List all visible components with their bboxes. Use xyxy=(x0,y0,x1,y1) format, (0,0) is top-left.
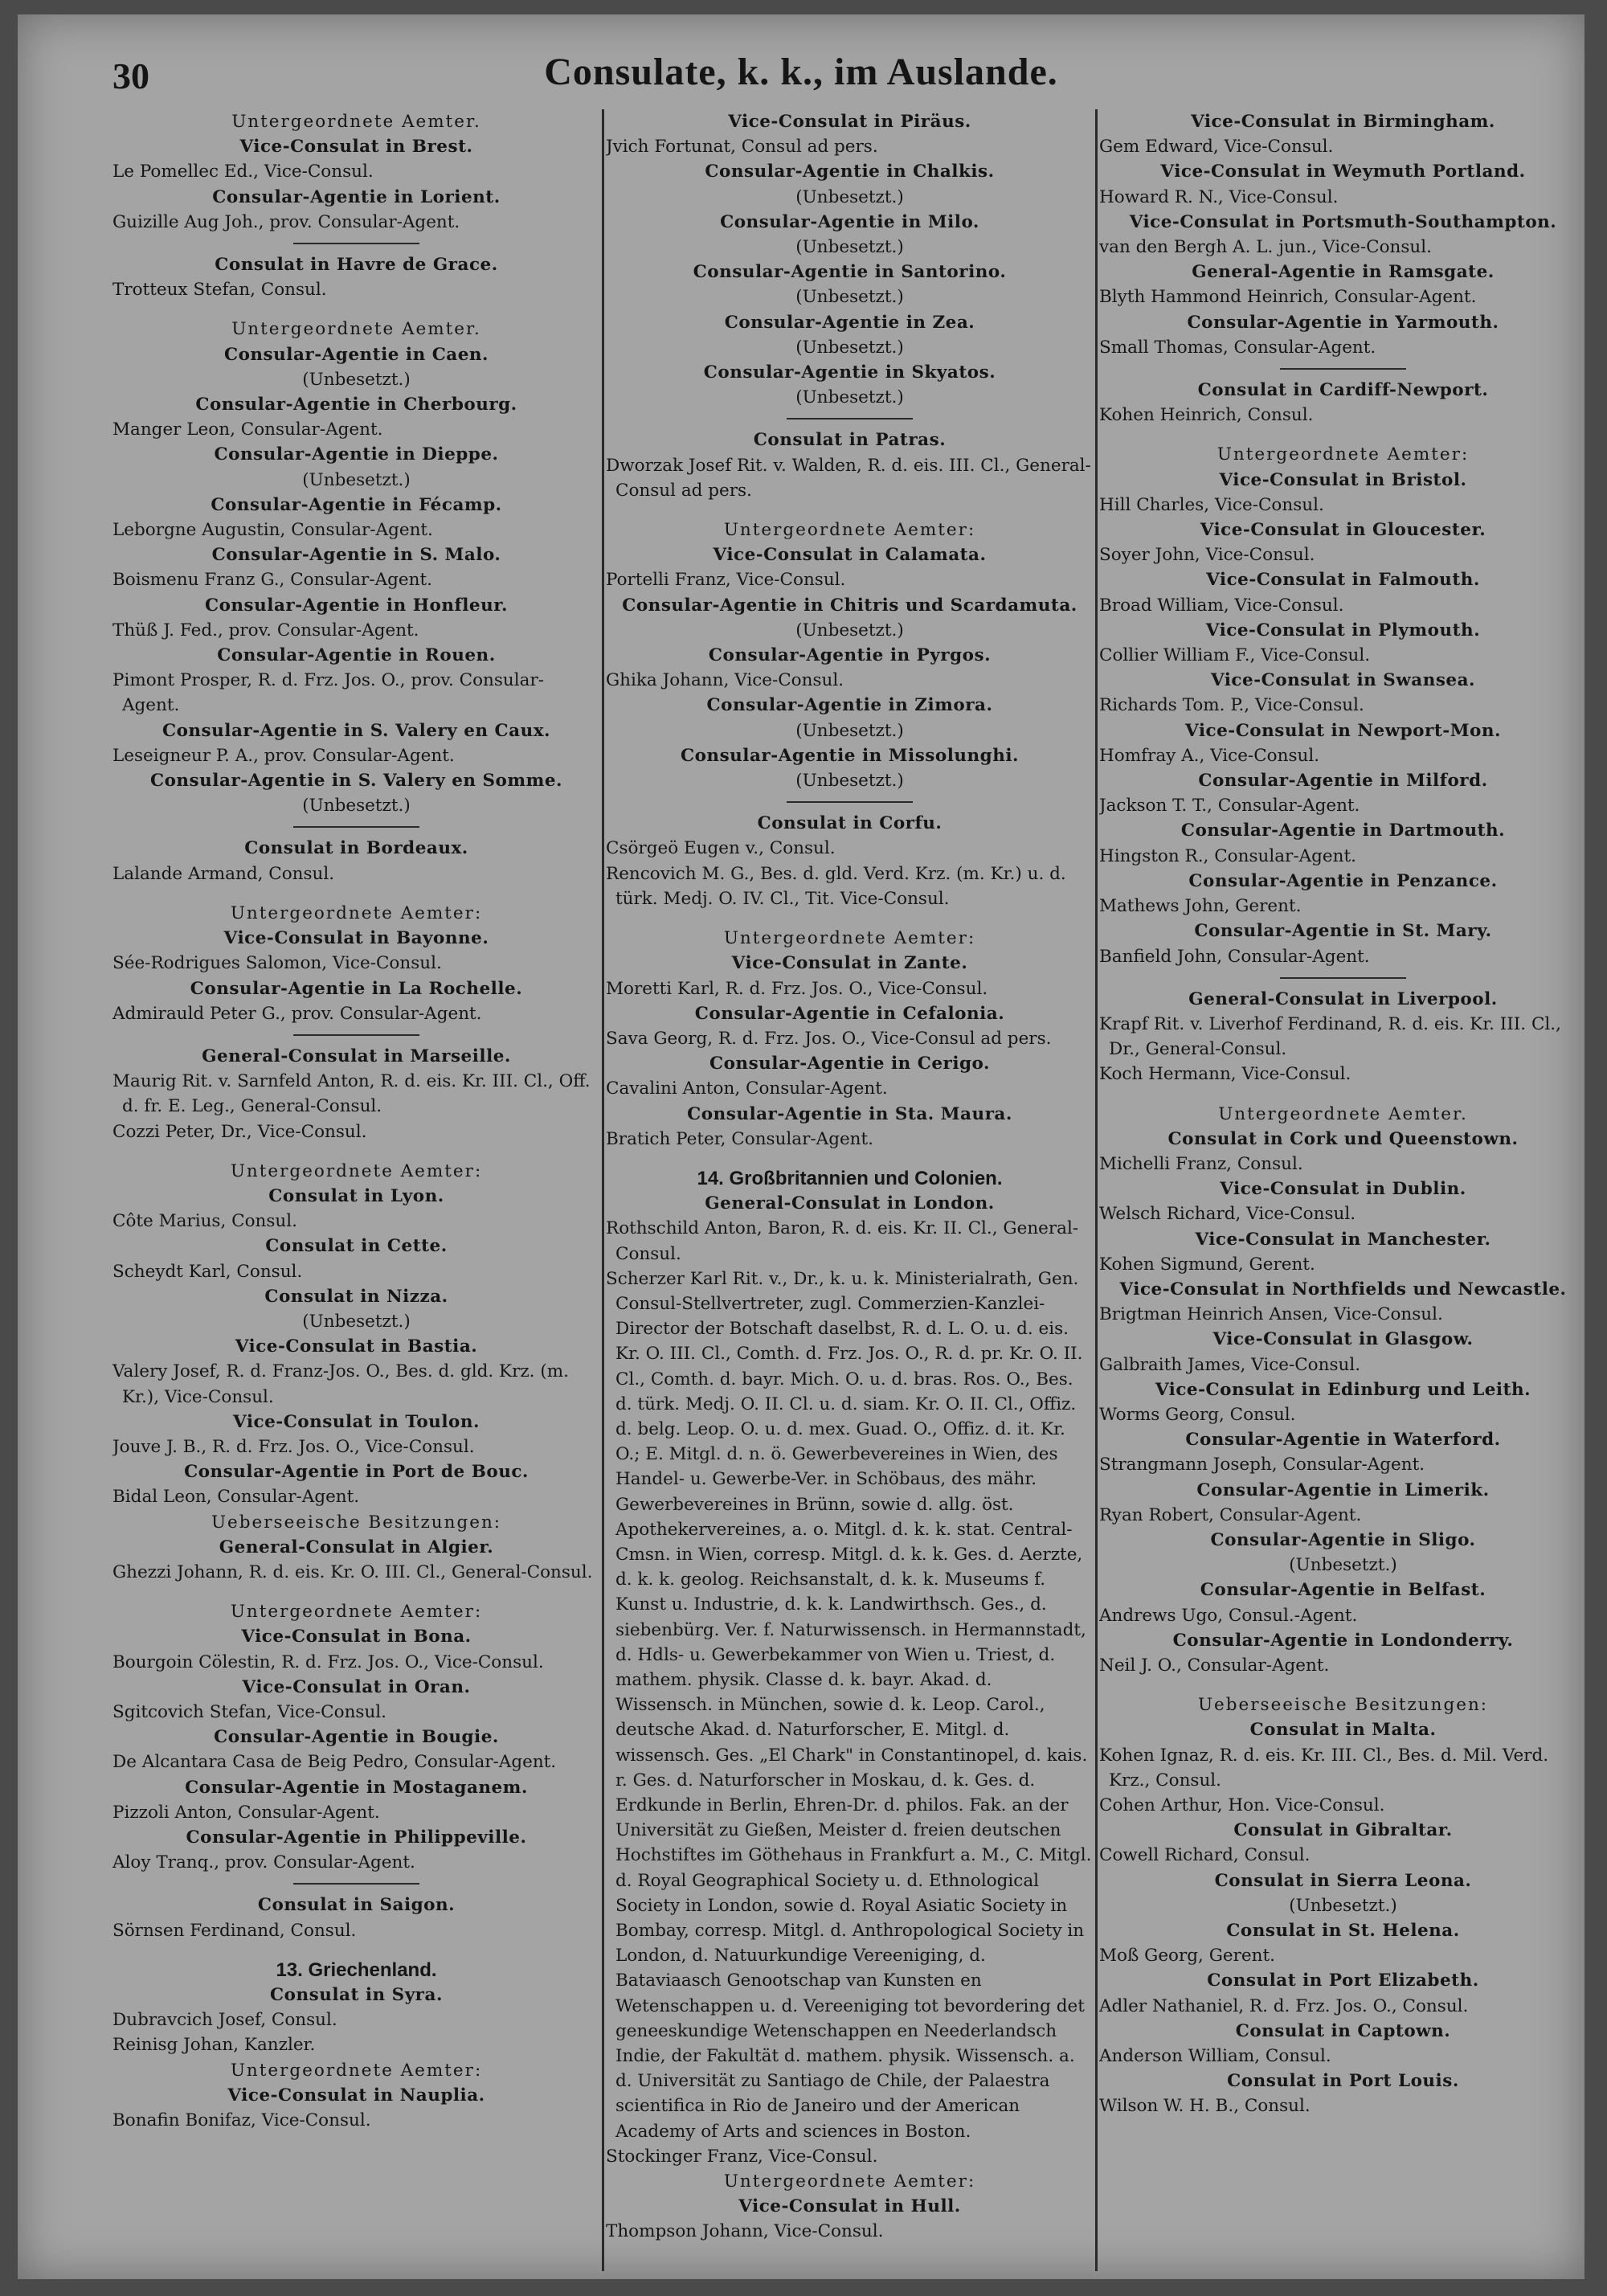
section-heading: Vice-Consulat in Falmouth. xyxy=(1206,570,1480,591)
personnel-entry: Hingston R., Consular-Agent. xyxy=(1099,845,1356,866)
section-heading: Consular-Agentie in Limerik. xyxy=(1196,1480,1490,1500)
personnel-entry: Howard R. N., Vice-Consul. xyxy=(1099,186,1339,207)
personnel-entry: Broad William, Vice-Consul. xyxy=(1099,595,1344,616)
section-heading: Consulat in Havre de Grace. xyxy=(215,255,498,276)
subsection-heading: Untergeordnete Aemter: xyxy=(723,2171,976,2192)
section-heading: Vice-Consulat in Zante. xyxy=(731,953,968,974)
section-heading: Consular-Agentie in Zea. xyxy=(724,312,975,333)
vacancy-note: (Unbesetzt.) xyxy=(1289,1895,1397,1916)
personnel-entry: Rencovich M. G., Bes. d. gld. Verd. Krz. (m. Kr.) u. d. türk. Medj. O. IV. Cl., Tit. Vice-Consul. xyxy=(606,863,1066,909)
personnel-entry: Sörnsen Ferdinand, Consul. xyxy=(112,1920,357,1941)
personnel-entry: Portelli Franz, Vice-Consul. xyxy=(606,570,846,591)
section-heading: Consular-Agentie in Zimora. xyxy=(706,695,993,716)
section-heading: Consular-Agentie in Cerigo. xyxy=(709,1054,990,1074)
section-heading: Vice-Consulat in Portsmuth-Southampton. xyxy=(1129,211,1557,232)
subsection-heading: Untergeordnete Aemter. xyxy=(231,112,481,132)
subsection-heading: Untergeordnete Aemter. xyxy=(1218,1103,1468,1124)
text-column-right xyxy=(1099,109,1587,2271)
personnel-entry: Kohen Ignaz, R. d. eis. Kr. III. Cl., Bes. d. Mil. Verd. Krz., Consul. xyxy=(1099,1745,1549,1791)
personnel-entry: Jouve J. B., R. d. Frz. Jos. O., Vice-Consul. xyxy=(112,1436,475,1457)
personnel-entry: van den Bergh A. L. jun., Vice-Consul. xyxy=(1099,237,1432,258)
section-heading: Vice-Consulat in Oran. xyxy=(242,1676,471,1697)
section-heading: Consular-Agentie in Dartmouth. xyxy=(1180,821,1506,841)
vacancy-note: (Unbesetzt.) xyxy=(302,1311,411,1332)
subsection-heading: Ueberseeische Besitzungen: xyxy=(1197,1695,1489,1716)
personnel-entry: Strangmann Joseph, Consular-Agent. xyxy=(1099,1455,1425,1475)
page-number: 30 xyxy=(112,55,149,96)
personnel-entry: Homfray A., Vice-Consul. xyxy=(1099,745,1320,766)
personnel-entry: Maurig Rit. v. Sarnfeld Anton, R. d. eis. Kr. III. Cl., Off. d. fr. E. Leg., General-Consul. xyxy=(112,1071,591,1117)
subsection-heading: Untergeordnete Aemter: xyxy=(723,520,976,541)
section-heading: Consulat in Patras. xyxy=(753,430,947,451)
section-separator xyxy=(112,1026,600,1044)
section-separator xyxy=(112,818,600,836)
section-heading: Consulat in Cette. xyxy=(265,1236,448,1257)
personnel-entry: Soyer John, Vice-Consul. xyxy=(1099,545,1315,566)
personnel-entry: Andrews Ugo, Consul.-Agent. xyxy=(1099,1605,1358,1626)
section-heading: Consular-Agentie in Missolunghi. xyxy=(680,745,1019,766)
country-heading: 14. Großbritannien und Colonien. xyxy=(697,1167,1003,1189)
personnel-entry: Brigtman Heinrich Ansen, Vice-Consul. xyxy=(1099,1304,1443,1325)
document-page xyxy=(18,14,1585,2279)
personnel-entry: De Alcantara Casa de Beig Pedro, Consular-Agent. xyxy=(112,1752,557,1773)
section-heading: Consular-Agentie in Sligo. xyxy=(1210,1529,1476,1550)
subsection-heading: Untergeordnete Aemter: xyxy=(230,902,483,923)
section-heading: Consulat in Saigon. xyxy=(257,1895,456,1916)
subsection-heading: Untergeordnete Aemter: xyxy=(230,1160,483,1181)
section-heading: Consulat in Captown. xyxy=(1235,2020,1451,2041)
vacancy-note: (Unbesetzt.) xyxy=(302,369,411,390)
section-heading: Vice-Consulat in Dublin. xyxy=(1220,1179,1466,1200)
spacer xyxy=(1099,428,1587,442)
personnel-entry: Sgitcovich Stefan, Vice-Consul. xyxy=(112,1701,387,1722)
section-heading: Consular-Agentie in S. Valery en Somme. xyxy=(149,771,563,792)
personnel-entry: Ryan Robert, Consular-Agent. xyxy=(1099,1504,1362,1525)
section-heading: Consular-Agentie in Cefalonia. xyxy=(694,1003,1005,1024)
section-heading: Consulat in Sierra Leona. xyxy=(1214,1870,1472,1891)
vacancy-note: (Unbesetzt.) xyxy=(795,287,904,308)
vacancy-note: (Unbesetzt.) xyxy=(795,720,904,741)
personnel-entry: Dubravcich Josef, Consul. xyxy=(112,2010,337,2031)
personnel-entry: Stockinger Franz, Vice-Consul. xyxy=(606,2146,878,2167)
section-heading: General-Agentie in Ramsgate. xyxy=(1192,262,1495,283)
section-heading: Consulat in Port Elizabeth. xyxy=(1207,1971,1479,1991)
personnel-entry: Valery Josef, R. d. Franz-Jos. O., Bes. d. gld. Krz. (m. Kr.), Vice-Consul. xyxy=(112,1361,569,1407)
personnel-entry: Koch Hermann, Vice-Consul. xyxy=(1099,1064,1351,1085)
section-heading: Consular-Agentie in La Rochelle. xyxy=(190,978,523,999)
personnel-entry: Pizzoli Anton, Consular-Agent. xyxy=(112,1802,380,1823)
spacer xyxy=(606,911,1094,926)
personnel-entry: Welsch Richard, Vice-Consul. xyxy=(1099,1204,1356,1225)
personnel-entry: Moß Georg, Gerent. xyxy=(1099,1946,1275,1967)
personnel-entry: Bonafin Bonifaz, Vice-Consul. xyxy=(112,2110,371,2131)
section-heading: Vice-Consulat in Brest. xyxy=(239,137,473,158)
personnel-entry: Le Pomellec Ed., Vice-Consul. xyxy=(112,162,374,182)
section-separator xyxy=(606,410,1094,428)
subsection-heading: Untergeordnete Aemter: xyxy=(230,2060,483,2081)
personnel-entry: Bratich Peter, Consular-Agent. xyxy=(606,1128,873,1149)
section-heading: Consular-Agentie in Sta. Maura. xyxy=(687,1103,1012,1124)
personnel-entry: Wilson W. H. B., Consul. xyxy=(1099,2096,1311,2117)
personnel-entry: Côte Marius, Consul. xyxy=(112,1211,297,1232)
spacer xyxy=(112,1943,600,1958)
vacancy-note: (Unbesetzt.) xyxy=(795,387,904,408)
section-heading: General-Consulat in Liverpool. xyxy=(1188,988,1498,1009)
text-column-middle xyxy=(606,109,1094,2271)
subsection-heading: Untergeordnete Aemter: xyxy=(230,1602,483,1623)
personnel-entry: Dworzak Josef Rit. v. Walden, R. d. eis. III. Cl., General-Consul ad pers. xyxy=(606,455,1091,501)
personnel-entry: Bidal Leon, Consular-Agent. xyxy=(112,1487,360,1508)
personnel-entry: Kohen Heinrich, Consul. xyxy=(1099,405,1314,426)
vacancy-note: (Unbesetzt.) xyxy=(795,771,904,792)
section-heading: Consular-Agentie in Lorient. xyxy=(212,186,501,207)
section-separator xyxy=(606,793,1094,811)
section-heading: Consular-Agentie in Belfast. xyxy=(1200,1580,1486,1601)
personnel-entry: Leseigneur P. A., prov. Consular-Agent. xyxy=(112,745,455,766)
section-heading: Consular-Agentie in Waterford. xyxy=(1185,1430,1501,1451)
section-heading: Consular-Agentie in Yarmouth. xyxy=(1187,312,1499,333)
personnel-entry: Cohen Arthur, Hon. Vice-Consul. xyxy=(1099,1795,1385,1815)
section-heading: Vice-Consulat in Newport-Mon. xyxy=(1185,720,1501,741)
personnel-entry: Pimont Prosper, R. d. Frz. Jos. O., prov. Consular-Agent. xyxy=(112,670,545,716)
country-heading: 13. Griechenland. xyxy=(276,1958,437,1981)
section-heading: Vice-Consulat in Hull. xyxy=(738,2196,961,2217)
section-heading: Consulat in Cardiff-Newport. xyxy=(1197,380,1489,401)
section-heading: Consulat in Lyon. xyxy=(268,1185,444,1206)
section-heading: Consular-Agentie in Mostaganem. xyxy=(185,1777,528,1798)
section-heading: Vice-Consulat in Weymuth Portland. xyxy=(1160,162,1526,182)
section-heading: Consular-Agentie in Skyatos. xyxy=(703,362,996,383)
section-heading: Vice-Consulat in Calamata. xyxy=(713,545,987,566)
personnel-entry: Galbraith James, Vice-Consul. xyxy=(1099,1354,1361,1375)
section-heading: Consulat in Cork und Queenstown. xyxy=(1167,1128,1519,1149)
section-heading: Consular-Agentie in Bougie. xyxy=(214,1727,499,1748)
personnel-entry: Thüß J. Fed., prov. Consular-Agent. xyxy=(112,620,419,641)
section-heading: General-Consulat in London. xyxy=(705,1193,995,1214)
spacer xyxy=(112,886,600,901)
section-heading: Consulat in Syra. xyxy=(270,1985,443,2006)
vacancy-note: (Unbesetzt.) xyxy=(795,337,904,358)
section-heading: Vice-Consulat in Toulon. xyxy=(233,1411,480,1432)
personnel-entry: Leborgne Augustin, Consular-Agent. xyxy=(112,520,433,541)
section-heading: Vice-Consulat in Edinburg und Leith. xyxy=(1155,1379,1531,1400)
section-heading: Vice-Consulat in Bayonne. xyxy=(223,928,489,949)
text-column-left xyxy=(112,109,600,2271)
personnel-entry: Worms Georg, Consul. xyxy=(1099,1404,1296,1425)
spacer xyxy=(112,302,600,317)
section-heading: Consulat in Corfu. xyxy=(757,813,943,834)
spacer xyxy=(1099,1087,1587,1102)
section-heading: Consular-Agentie in Dieppe. xyxy=(214,444,499,465)
personnel-entry: Collier William F., Vice-Consul. xyxy=(1099,645,1371,666)
personnel-entry: Richards Tom. P., Vice-Consul. xyxy=(1099,695,1364,716)
section-heading: Consular-Agentie in Rouen. xyxy=(217,645,496,666)
personnel-entry: Neil J. O., Consular-Agent. xyxy=(1099,1655,1330,1676)
personnel-entry: Kohen Sigmund, Gerent. xyxy=(1099,1254,1315,1275)
section-heading: Consular-Agentie in Cherbourg. xyxy=(195,395,517,415)
personnel-entry: Jvich Fortunat, Consul ad pers. xyxy=(606,137,878,158)
section-heading: Vice-Consulat in Swansea. xyxy=(1210,670,1476,691)
section-heading: Vice-Consulat in Plymouth. xyxy=(1205,620,1481,641)
section-heading: General-Consulat in Marseille. xyxy=(202,1046,511,1066)
vacancy-note: (Unbesetzt.) xyxy=(302,469,411,490)
personnel-entry: Manger Leon, Consular-Agent. xyxy=(112,420,383,440)
section-heading: Consulat in Port Louis. xyxy=(1227,2071,1459,2092)
vacancy-note: (Unbesetzt.) xyxy=(795,620,904,641)
section-heading: Consular-Agentie in Londonderry. xyxy=(1172,1630,1514,1651)
page-title: Consulate, k. k., im Auslande. xyxy=(544,51,1058,93)
section-heading: Vice-Consulat in Nauplia. xyxy=(227,2085,485,2106)
personnel-entry: Hill Charles, Vice-Consul. xyxy=(1099,494,1324,515)
section-separator xyxy=(1099,360,1587,378)
personnel-entry: Sée-Rodrigues Salomon, Vice-Consul. xyxy=(112,953,442,974)
personnel-entry: Banfield John, Consular-Agent. xyxy=(1099,946,1370,967)
section-heading: General-Consulat in Algier. xyxy=(219,1537,494,1557)
section-heading: Consular-Agentie in Milo. xyxy=(720,211,979,232)
personnel-entry: Mathews John, Gerent. xyxy=(1099,896,1302,917)
vacancy-note: (Unbesetzt.) xyxy=(1289,1555,1397,1576)
section-heading: Consulat in Gibraltar. xyxy=(1233,1820,1453,1841)
section-heading: Vice-Consulat in Bristol. xyxy=(1219,469,1467,490)
vacancy-note: (Unbesetzt.) xyxy=(795,237,904,258)
personnel-entry: Jackson T. T., Consular-Agent. xyxy=(1099,796,1360,816)
subsection-heading: Untergeordnete Aemter: xyxy=(1216,444,1470,465)
section-separator xyxy=(1099,969,1587,987)
personnel-entry: Cozzi Peter, Dr., Vice-Consul. xyxy=(112,1121,367,1142)
section-heading: Consular-Agentie in Chalkis. xyxy=(705,162,995,182)
personnel-entry: Gem Edward, Vice-Consul. xyxy=(1099,137,1334,158)
vacancy-note: (Unbesetzt.) xyxy=(795,186,904,207)
personnel-entry: Michelli Franz, Consul. xyxy=(1099,1153,1303,1174)
section-separator xyxy=(112,1875,600,1893)
section-heading: Consular-Agentie in S. Malo. xyxy=(211,545,501,566)
spacer xyxy=(606,1152,1094,1166)
column-divider xyxy=(1095,109,1098,2271)
section-heading: Vice-Consulat in Manchester. xyxy=(1195,1229,1491,1250)
section-separator xyxy=(112,235,600,252)
section-heading: Vice-Consulat in Birmingham. xyxy=(1191,112,1495,132)
personnel-entry: Rothschild Anton, Baron, R. d. eis. Kr. II. Cl., General-Consul. xyxy=(606,1218,1079,1264)
personnel-entry: Bourgoin Cölestin, R. d. Frz. Jos. O., Vice-Consul. xyxy=(112,1651,544,1672)
section-heading: Consular-Agentie in Port de Bouc. xyxy=(184,1462,529,1483)
subsection-heading: Untergeordnete Aemter. xyxy=(231,319,481,340)
section-heading: Consular-Agentie in Pyrgos. xyxy=(708,645,992,666)
section-heading: Consular-Agentie in Honfleur. xyxy=(204,595,509,616)
section-heading: Consular-Agentie in Philippeville. xyxy=(186,1827,527,1848)
personnel-entry: Anderson William, Consul. xyxy=(1099,2046,1331,2067)
section-heading: Consulat in Malta. xyxy=(1249,1720,1437,1741)
subsection-heading: Untergeordnete Aemter: xyxy=(723,928,976,949)
personnel-entry: Scherzer Karl Rit. v., Dr., k. u. k. Ministerialrath, Gen. Consul-Stellvertreter, zugl. Commerzien-Kanzlei-Director der Botschaft daselbst, R. d. L. O. u. d. eis. Kr. O. III. Cl., Comth. d. Frz. Jos. O., R. d. pr. Kr. O. II. Cl., Comth. d. bayr. Mich. O. u. d. bras. Ros. O., Bes. d. türk. Medj. O. II. Cl. u. d. siam. Kr. O. II. Cl., Offiz. d. belg. Leop. O. u. d. mex. Guad. O., Offiz. d. it. Kr. O.; E. Mitgl. d. n. ö. Gewerbevereines in Wien, des Handel- u. Gewerbe-Ver. in Schöbaus, des mähr. Gewerbevereines in Brünn, sowie d. allg. öst. Apothekervereines, a. o. Mitgl. d. k. k. stat. Central-Cmsn. in Wien, corresp. Mitgl. d. k. k. Ges. d. Aerzte, d. k. k. geolog. Reichsanstalt, d. k. k. Museums f. Kunst u. Industrie, d. k. k. Landwirthsch. Ges., d. siebenbürg. Ver. f. Naturwissensch. in Hermannstadt, d. Hdls- u. Gewerbekammer von Wien u. Triest, d. mathem. physik. Classe d. k. bayr. Akad. d. Wissensch. in München, sowie d. k. Leop. Carol., deutsche Akad. d. Naturforscher, E. Mitgl. d. wissensch. Ges. „El Chark" in Constantinopel, d. kais. r. Ges. d. Naturforscher in Moskau, d. k. Ges. d. Erdkunde in Berlin, Ehren-Dr. d. philos. Fak. an der Universität zu Gießen, Meister d. freien deutschen Hochstiftes im Göthehaus in Frankfurt a. M., C. Mitgl. d. Royal Geographical Society u. d. Ethnological Society in London, sowie d. Royal Asiatic Society in Bombay, corresp. Mitgl. d. Anthropological Society in London, d. Natuurkundige Vereeniging, d. Bataviaasch Genootschap van Kunsten en Wetenschappen u. d. Vereeniging tot bevordering det geneeskundige Wetenschappen en Neederlandsch Indie, der Fakultät d. mathem. physik. Wissensch. a. d. Universität zu Santiago de Chile, der Palaestra scientifica in Rio de Janeiro und der American Academy of Arts and sciences in Boston. xyxy=(606,1268,1092,2142)
personnel-entry: Thompson Johann, Vice-Consul. xyxy=(606,2221,884,2242)
personnel-entry: Cavalini Anton, Consular-Agent. xyxy=(606,1078,888,1099)
section-heading: Consulat in Bordeaux. xyxy=(244,838,468,859)
section-heading: Consulat in Nizza. xyxy=(264,1286,448,1307)
personnel-entry: Blyth Hammond Heinrich, Consular-Agent. xyxy=(1099,287,1477,308)
personnel-entry: Adler Nathaniel, R. d. Frz. Jos. O., Consul. xyxy=(1099,1995,1469,2016)
personnel-entry: Aloy Tranq., prov. Consular-Agent. xyxy=(112,1852,415,1873)
personnel-entry: Boismenu Franz G., Consular-Agent. xyxy=(112,570,432,591)
personnel-entry: Lalande Armand, Consul. xyxy=(112,863,335,884)
personnel-entry: Admirauld Peter G., prov. Consular-Agent. xyxy=(112,1003,482,1024)
column-divider xyxy=(602,109,604,2271)
vacancy-note: (Unbesetzt.) xyxy=(302,796,411,816)
personnel-entry: Reinisg Johan, Kanzler. xyxy=(112,2035,316,2056)
personnel-entry: Scheydt Karl, Consul. xyxy=(112,1261,303,1282)
personnel-entry: Small Thomas, Consular-Agent. xyxy=(1099,337,1376,358)
section-heading: Vice-Consulat in Glasgow. xyxy=(1212,1329,1474,1350)
personnel-entry: Cowell Richard, Consul. xyxy=(1099,1845,1311,1866)
section-heading: Consular-Agentie in Fécamp. xyxy=(211,494,502,515)
personnel-entry: Csörgeö Eugen v., Consul. xyxy=(606,838,836,859)
section-heading: Vice-Consulat in Bastia. xyxy=(235,1336,478,1357)
spacer xyxy=(112,1144,600,1159)
section-heading: Consular-Agentie in Chitris und Scardamuta. xyxy=(622,595,1077,616)
personnel-entry: Krapf Rit. v. Liverhof Ferdinand, R. d. eis. Kr. III. Cl., Dr., General-Consul. xyxy=(1099,1013,1561,1060)
section-heading: Consular-Agentie in Santorino. xyxy=(693,262,1007,283)
section-heading: Vice-Consulat in Piräus. xyxy=(728,112,971,132)
section-heading: Consular-Agentie in Caen. xyxy=(223,344,489,365)
section-heading: Consular-Agentie in Penzance. xyxy=(1188,870,1498,891)
personnel-entry: Sava Georg, R. d. Frz. Jos. O., Vice-Consul ad pers. xyxy=(606,1028,1052,1049)
personnel-entry: Ghika Johann, Vice-Consul. xyxy=(606,670,844,691)
section-heading: Consular-Agentie in S. Valery en Caux. xyxy=(162,720,551,741)
section-heading: Vice-Consulat in Gloucester. xyxy=(1200,520,1486,541)
personnel-entry: Guizille Aug Joh., prov. Consular-Agent. xyxy=(112,211,460,232)
section-heading: Vice-Consulat in Northfields und Newcastle. xyxy=(1119,1279,1567,1299)
section-heading: Consular-Agentie in Milford. xyxy=(1198,771,1488,792)
personnel-entry: Moretti Karl, R. d. Frz. Jos. O., Vice-Consul. xyxy=(606,978,988,999)
spacer xyxy=(1099,1678,1587,1692)
spacer xyxy=(112,1585,600,1599)
section-heading: Consulat in St. Helena. xyxy=(1226,1921,1460,1942)
personnel-entry: Ghezzi Johann, R. d. eis. Kr. O. III. Cl., General-Consul. xyxy=(112,1561,593,1582)
section-heading: Consular-Agentie in St. Mary. xyxy=(1194,921,1492,942)
personnel-entry: Trotteux Stefan, Consul. xyxy=(112,280,327,301)
spacer xyxy=(606,503,1094,518)
section-heading: Vice-Consulat in Bona. xyxy=(241,1627,472,1647)
subsection-heading: Ueberseeische Besitzungen: xyxy=(211,1512,502,1533)
